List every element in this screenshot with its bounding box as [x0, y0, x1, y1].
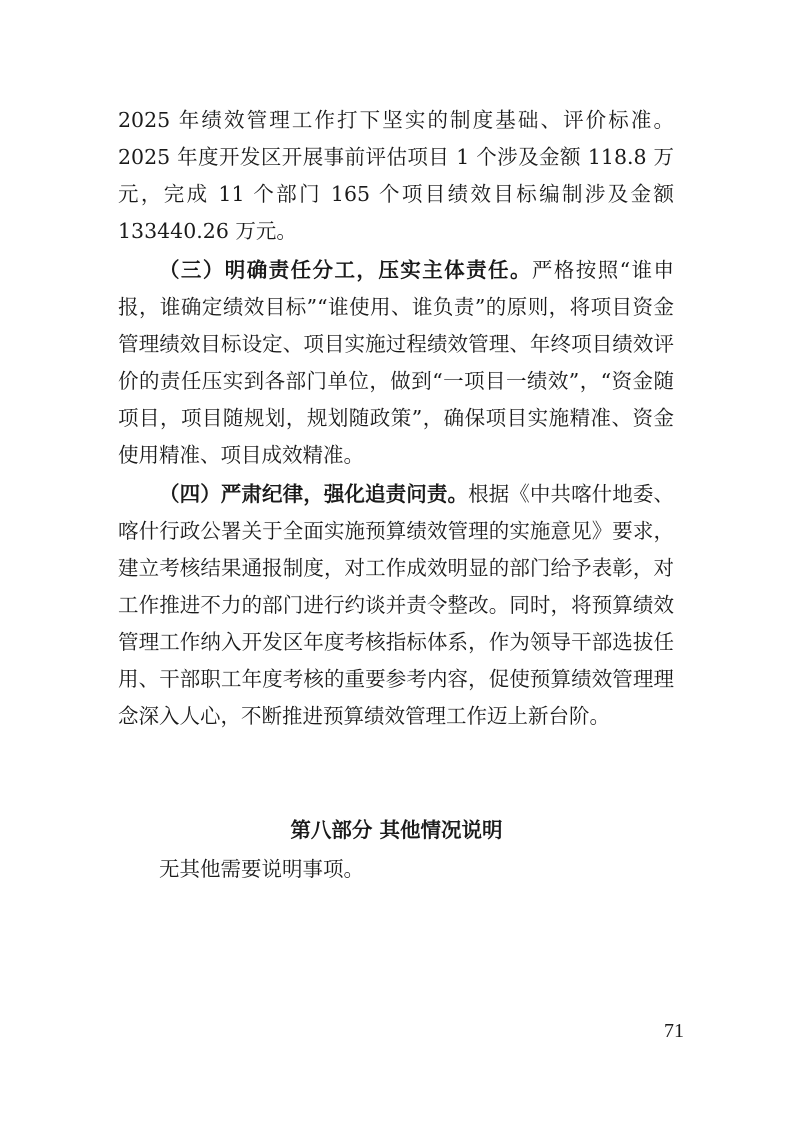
body-paragraph-3 [118, 476, 674, 735]
paragraph-text: 2025 年绩效管理工作打下坚实的制度基础、评价标准。2025 年度开发区开展事前评估项目 1 个涉及金额 118.8 万元，完成 11 个部门 165 个项目绩效目标编制涉及金额 133440.26 万元。 [118, 108, 674, 243]
paragraph-lead-heading: （四）严肃纪律，强化追责问责。 [159, 482, 469, 506]
paragraph-content [118, 476, 674, 735]
body-paragraph-2 [118, 252, 674, 474]
page-number: 71 [664, 1020, 684, 1042]
section-note: 无其他需要说明事项。 [159, 857, 364, 881]
paragraph-text: 根据《中共喀什地委、喀什行政公署关于全面实施预算绩效管理的实施意见》要求，建立考核结果通报制度，对工作成效明显的部门给予表彰，对工作推进不力的部门进行约谈并责令整改。同时，将预算绩效管理工作纳入开发区年度考核指标体系，作为领导干部选拔任用、干部职工年度考核的重要参考内容，促使预算绩效管理理念深入人心，不断推进预算绩效管理工作迈上新台阶。 [118, 482, 674, 728]
section-heading: 第八部分 其他情况说明 [290, 818, 503, 842]
paragraph-lead-heading: （三）明确责任分工，压实主体责任。 [159, 258, 532, 282]
paragraph-content [118, 252, 674, 474]
paragraph-text: 严格按照“谁申报，谁确定绩效目标”“谁使用、谁负责”的原则，将项目资金管理绩效目标设定、项目实施过程绩效管理、年终项目绩效评价的责任压实到各部门单位，做到“一项目一绩效”，“资金随项目，项目随规划，规划随政策”，确保项目实施精准、资金使用精准、项目成效精准。 [118, 258, 674, 467]
body-paragraph-1 [118, 102, 674, 250]
